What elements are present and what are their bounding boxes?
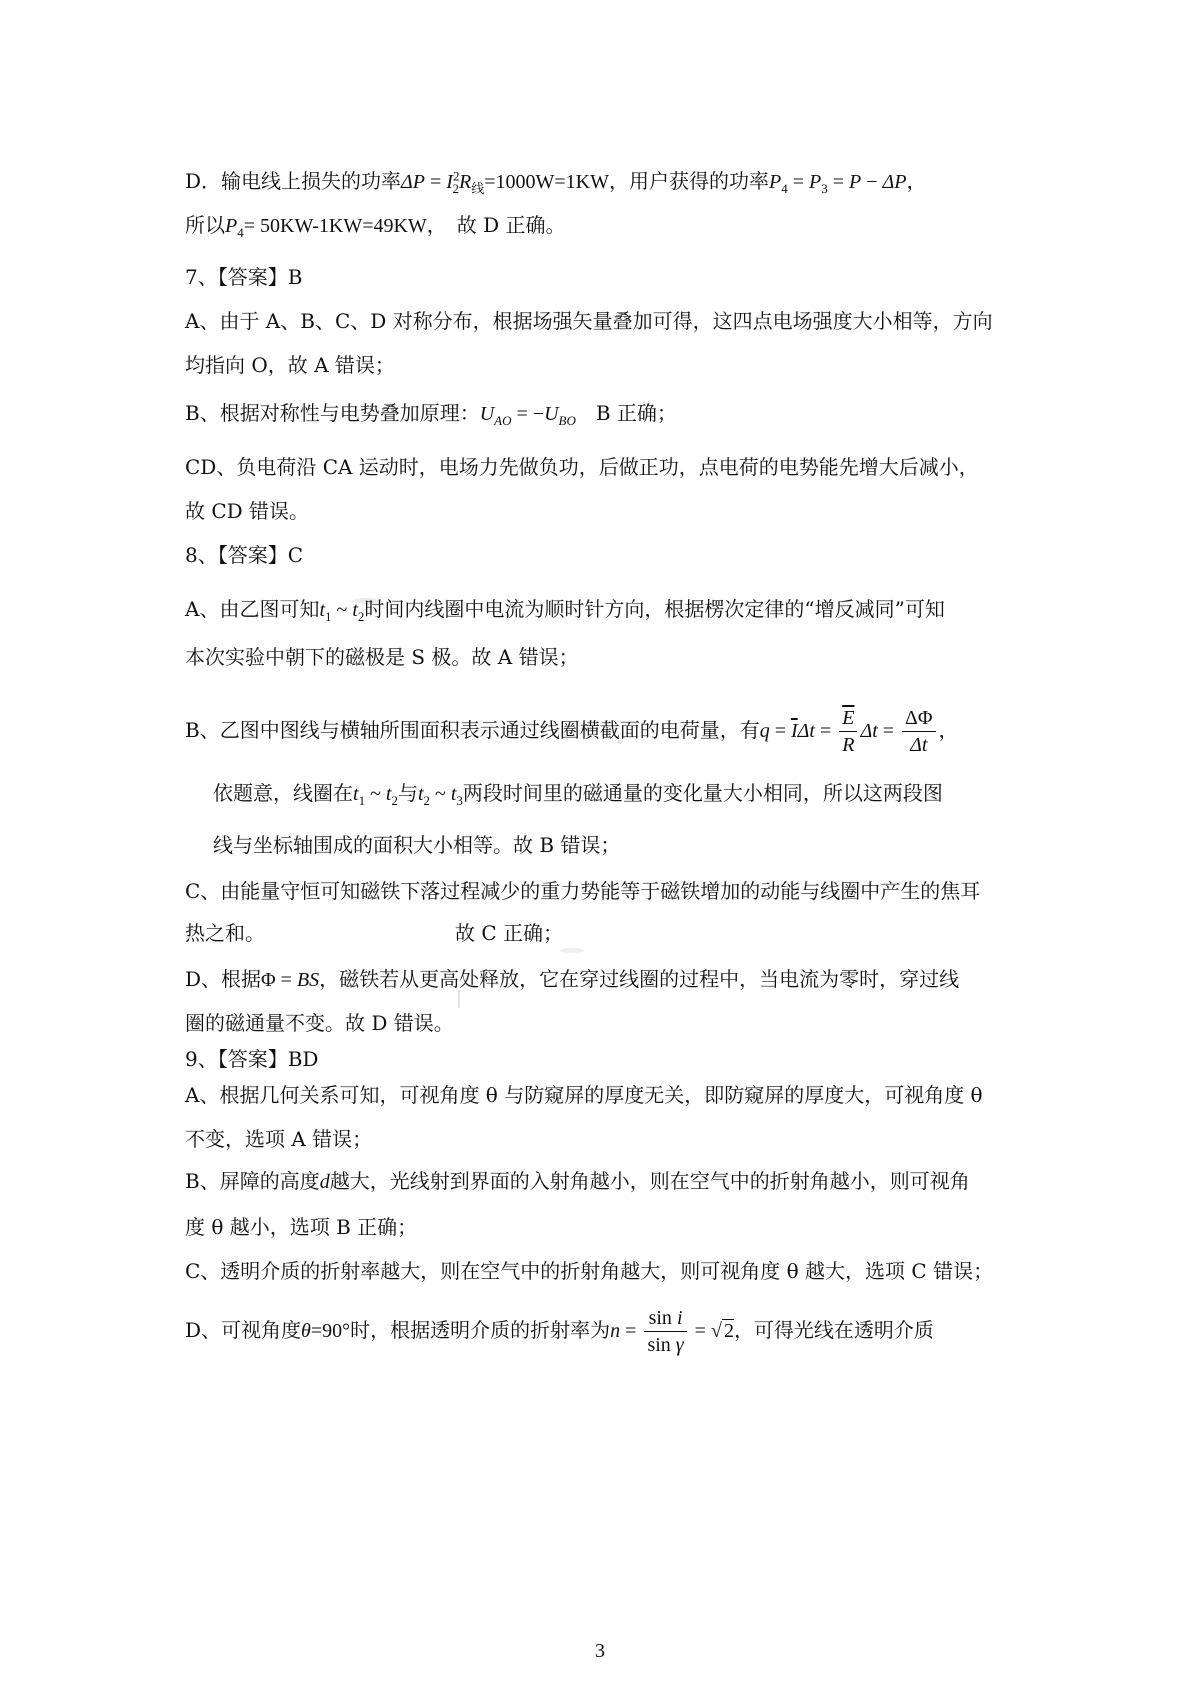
q9-a-line-1: A、根据几何关系可知，可视角度 θ 与防窥屏的厚度无关，即防窥屏的厚度大，可视角度 θ <box>185 1083 983 1107</box>
eq-sign: = <box>769 720 791 742</box>
q8-a-line-1 <box>185 594 1045 625</box>
q7-cd-line-2: 故 CD 错误。 <box>185 499 310 523</box>
spacer <box>576 401 596 425</box>
q9-b1-pre: B、屏障的高度 <box>185 1169 320 1193</box>
q6-d-text-1: D．输电线上损失的功率 <box>185 169 402 193</box>
num-sin-i: sin i <box>644 1305 686 1332</box>
fraction-sin-i-over-sin-gamma <box>644 1305 686 1358</box>
q9-d-line-1 <box>185 1300 1045 1361</box>
angle-value: =90° <box>310 1320 351 1342</box>
tilde: ~ <box>430 783 451 805</box>
q8-b2-pre: 依题意，线圈在 <box>213 781 353 805</box>
sub-4: 4 <box>781 181 788 196</box>
p4-symbol: P <box>768 171 782 193</box>
q8-a1-post: 时间内线圈中电流为顺时针方向，根据楞次定律的“增反减同”可知 <box>364 597 945 621</box>
i-bar: $\overline{I}$ <box>790 720 798 742</box>
page-number: 3 <box>595 1640 605 1662</box>
sqrt-2: 2 <box>723 1320 734 1342</box>
den-sin-gamma: sin γ <box>647 1334 684 1356</box>
theta-symbol: θ <box>301 1320 311 1342</box>
t3: t <box>450 783 457 805</box>
fraction-e-over-r <box>839 705 857 758</box>
q6-d-formula-1: ΔP <box>401 171 426 193</box>
den-dt: Δt <box>910 734 928 756</box>
q9-header: 9、【答案】BD <box>185 1047 319 1071</box>
q9-d1-mid: 时，根据透明介质的折射率为 <box>350 1318 611 1342</box>
q9-a-line-2: 不变，选项 A 错误； <box>185 1127 373 1151</box>
n-symbol: n <box>610 1320 621 1342</box>
q8-c-line-1: C、由能量守恒可知磁铁下落过程减少的重力势能等于磁铁增加的动能与线圈中产生的焦耳 <box>185 879 981 903</box>
sub-2: 2 <box>391 793 398 808</box>
q6-d-text-2: ，用户获得的功率 <box>608 169 769 193</box>
q8-header: 8、【答案】C <box>185 543 304 567</box>
comma: ， <box>938 718 959 742</box>
sub-2: 2 <box>357 609 365 624</box>
u-ao: U <box>479 403 495 425</box>
q8-c2a: 热之和。 <box>185 921 265 945</box>
t2: t <box>417 783 424 805</box>
q9-c-line: C、透明介质的折射率越大，则在空气中的折射角越大，则可视角度 θ 越大，选项 C 错误； <box>185 1259 994 1283</box>
r-symbol: R <box>458 171 472 193</box>
t2: t <box>385 783 392 805</box>
den-r: R <box>842 734 855 756</box>
eq-sign: = <box>827 171 849 193</box>
q9-b-line-1 <box>185 1166 1045 1197</box>
q8-b-line-2 <box>213 778 1073 809</box>
p4-symbol: P <box>225 215 238 237</box>
q7-b-tail: B 正确； <box>595 401 677 425</box>
sub-2: 2 <box>423 793 431 808</box>
p3-symbol: P <box>808 171 822 193</box>
q6-d-tail: ， 故 D 正确。 <box>426 213 566 237</box>
q7-a-line-2: 均指向 O，故 A 错误； <box>185 353 395 377</box>
minus-sign: − <box>861 171 883 193</box>
q9-b1-post: 越大，光线射到界面的入射角越小，则在空气中的折射角越小，则可视角 <box>329 1169 970 1193</box>
q7-header: 7、【答案】B <box>185 265 303 289</box>
fraction-dphi-over-dt <box>902 705 935 758</box>
sub-bo: BO <box>558 413 576 428</box>
bs-symbol: BS <box>296 969 320 991</box>
eq-sign: = <box>787 171 809 193</box>
q8-b-line-3: 线与坐标轴围成的面积大小相等。故 B 错误； <box>213 833 621 857</box>
q8-b2-post: 两段时间里的磁通量的变化量大小相同，所以这两段图 <box>462 781 943 805</box>
q9-d1-pre: D、可视角度 <box>185 1318 302 1342</box>
sub-line: 线 <box>471 182 485 197</box>
t2: t <box>352 599 358 621</box>
eq-sign: = <box>275 969 297 991</box>
eq-sign: = √ 2 <box>689 1320 734 1342</box>
d-symbol: d <box>319 1171 330 1193</box>
sub-2: 2 <box>452 181 459 196</box>
sub-3: 3 <box>456 793 463 808</box>
q6-d-line-2 <box>185 210 1045 241</box>
q8-d-line-1 <box>185 964 1045 995</box>
q-symbol: q <box>759 720 770 742</box>
q8-a-line-2: 本次实验中朝下的磁极是 S 极。故 A 错误； <box>185 645 579 669</box>
sub-4: 4 <box>237 225 244 240</box>
eq-sign: = <box>425 171 447 193</box>
u-bo: U <box>544 403 559 425</box>
tilde: ~ <box>365 783 386 805</box>
q7-cd-line-1: CD、负电荷沿 CA 运动时，电场力先做负功，后做正功，点电荷的电势能先增大后减小， <box>185 455 979 479</box>
q8-d1-pre: D、根据 <box>185 967 262 991</box>
delta-t: Δt <box>797 720 815 742</box>
sup-2: 2 <box>452 168 460 184</box>
num-e: $\overline{E}$ <box>839 705 857 732</box>
q7-b-text: B、根据对称性与电势叠加原理： <box>185 401 480 425</box>
num-dphi: ΔΦ <box>902 705 935 732</box>
eq-sign: = <box>620 1320 642 1342</box>
q8-a1-pre: A、由乙图可知 <box>185 597 320 621</box>
q8-b2-mid: 与 <box>397 781 418 805</box>
delta-t: Δt <box>860 720 878 742</box>
eq-sign: = <box>814 720 837 742</box>
sub-ao: AO <box>494 413 512 428</box>
p-symbol: P <box>848 171 862 193</box>
q9-b-line-2: 度 θ 越小，选项 B 正确； <box>185 1215 418 1239</box>
q6-d-line-1 <box>185 166 1045 197</box>
q6-d-eq2: = 50KW-1KW=49KW <box>243 215 427 237</box>
sub-1: 1 <box>358 793 366 808</box>
sub-1: 1 <box>325 609 332 624</box>
q8-c2b: 故 C 正确； <box>455 921 564 945</box>
q6-d-eq1: =1000W=1KW <box>484 171 609 193</box>
eq-sign: = − <box>511 403 545 425</box>
q8-c-line-2 <box>185 918 1045 948</box>
q8-b1: B、乙图中图线与横轴所围面积表示通过线圈横截面的电荷量，有 <box>185 718 760 742</box>
sub-3: 3 <box>821 181 828 196</box>
phi-symbol: Φ <box>261 969 276 991</box>
q8-d1-post: ，磁铁若从更高处释放，它在穿过线圈的过程中，当电流为零时，穿过线 <box>319 967 960 991</box>
q8-b-line-1 <box>185 700 1045 761</box>
tilde: ~ <box>331 599 353 621</box>
q6-d-eq2-lead: 所以 <box>185 213 225 237</box>
t1: t <box>353 783 359 805</box>
q6-d-formula-1b: I <box>446 171 453 193</box>
t1: t <box>319 599 326 621</box>
q7-a-line-1: A、由于 A、B、C、D 对称分布，根据场强矢量叠加可得，这四点电场强度大小相等，方向 <box>185 309 993 333</box>
comma: ， <box>906 169 927 193</box>
scan-speck <box>560 948 584 953</box>
dp-symbol: ΔP <box>882 171 907 193</box>
q8-d-line-2: 圈的磁通量不变。故 D 错误。 <box>185 1011 454 1035</box>
q7-b-line <box>185 398 1045 429</box>
eq-sign: = <box>877 720 900 742</box>
q9-d1-post: ，可得光线在透明介质 <box>733 1318 934 1342</box>
